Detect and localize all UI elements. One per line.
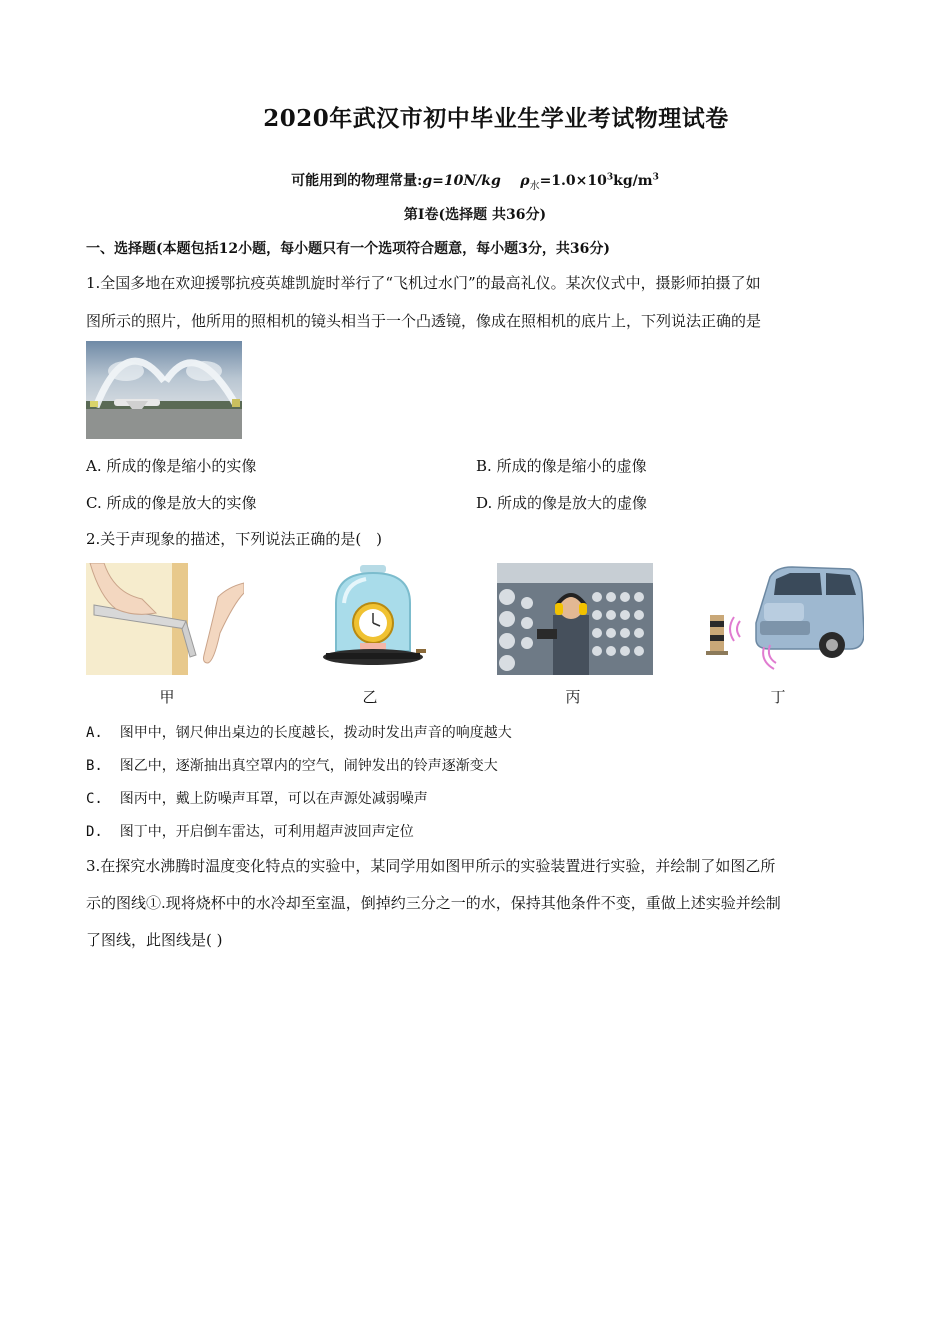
section-title: 一、选择题(本题包括12小题，每小题只有一个选项符合题意，每小题3分，共36分) xyxy=(86,241,610,257)
q2-option-a-text: 图甲中，钢尺伸出桌边的长度越长，拨动时发出声音的响度越大 xyxy=(119,725,512,741)
q1-option-a-letter: A. xyxy=(86,457,102,475)
q2-caption-yi: 乙 xyxy=(362,688,378,706)
q1-option-d[interactable] xyxy=(476,492,647,513)
q2-option-b-letter: B. xyxy=(86,758,103,774)
q1-option-c[interactable] xyxy=(86,492,257,513)
q3-stem-line3: 了图线，此图线是( ) xyxy=(86,931,223,949)
q2-stem: 2.关于声现象的描述，下列说法正确的是( ) xyxy=(86,530,383,548)
constant-rho-unit-exponent: 3 xyxy=(652,172,659,183)
q2-option-c-letter: C. xyxy=(86,791,103,807)
q1-option-d-text: 所成的像是放大的虚像 xyxy=(497,494,648,512)
q2-option-d[interactable] xyxy=(86,821,414,841)
q1-airplane-photo xyxy=(86,341,242,439)
q2-option-a[interactable] xyxy=(86,722,512,742)
q1-option-b[interactable] xyxy=(476,455,647,476)
q3-stem-line1: 3.在探究水沸腾时温度变化特点的实验中，某同学用如图甲所示的实验装置进行实验，并绘制了如图乙所 xyxy=(86,857,776,875)
q2-caption-jia: 甲 xyxy=(159,688,175,706)
q1-stem-line1: 1.全国多地在欢迎援鄂抗疫英雄凯旋时举行了“飞机过水门”的最高礼仪。某次仪式中，摄影师拍摄了如 xyxy=(86,274,761,292)
constant-rho-unit: kg/m xyxy=(613,173,653,189)
document-title: 2020年武汉市初中毕业生学业考试物理试卷 xyxy=(263,105,729,132)
q2-option-b-text: 图乙中，逐渐抽出真空罩内的空气，闹钟发出的铃声逐渐变大 xyxy=(119,758,498,774)
part-title: 第Ⅰ卷(选择题 共36分) xyxy=(403,207,547,223)
constants-prefix: 可能用到的物理常量: xyxy=(291,173,423,189)
q1-option-c-letter: C. xyxy=(86,494,102,512)
q2-caption-ding: 丁 xyxy=(770,688,786,706)
constant-rho-exponent: 3 xyxy=(606,172,614,183)
q1-option-c-text: 所成的像是放大的实像 xyxy=(106,494,257,512)
q3-stem-line2: 示的图线①.现将烧杯中的水冷却至室温，倒掉约三分之一的水，保持其他条件不变，重做上述实验并绘制 xyxy=(86,894,781,912)
q2-figure-yi xyxy=(318,563,428,673)
constant-rho-value: =1.0×10 xyxy=(539,173,607,189)
physics-constants xyxy=(0,170,950,192)
constant-rho-subscript: 水 xyxy=(529,180,540,192)
q2-option-c[interactable] xyxy=(86,788,428,808)
q2-figure-bing xyxy=(497,563,653,675)
q2-option-a-letter: A. xyxy=(86,725,103,741)
q2-option-b[interactable] xyxy=(86,755,498,775)
q2-option-d-letter: D. xyxy=(86,824,103,840)
q1-option-d-letter: D. xyxy=(476,494,493,512)
q1-stem-line2: 图所示的照片，他所用的照相机的镜头相当于一个凸透镜，像成在照相机的底片上，下列说法正确的是 xyxy=(86,312,762,330)
q1-option-a[interactable] xyxy=(86,455,256,476)
q2-option-d-text: 图丁中，开启倒车雷达，可利用超声波回声定位 xyxy=(119,824,414,840)
q1-option-b-text: 所成的像是缩小的虚像 xyxy=(496,457,647,475)
q2-option-c-text: 图丙中，戴上防噪声耳罩，可以在声源处减弱噪声 xyxy=(119,791,428,807)
q1-option-b-letter: B. xyxy=(476,457,492,475)
q2-caption-bing: 丙 xyxy=(565,688,581,706)
constant-g: g=10N/kg xyxy=(422,173,501,189)
q2-figure-ding xyxy=(700,563,864,675)
constant-rho-symbol: ρ xyxy=(520,173,530,189)
q2-figure-jia xyxy=(86,563,244,675)
q1-option-a-text: 所成的像是缩小的实像 xyxy=(106,457,257,475)
